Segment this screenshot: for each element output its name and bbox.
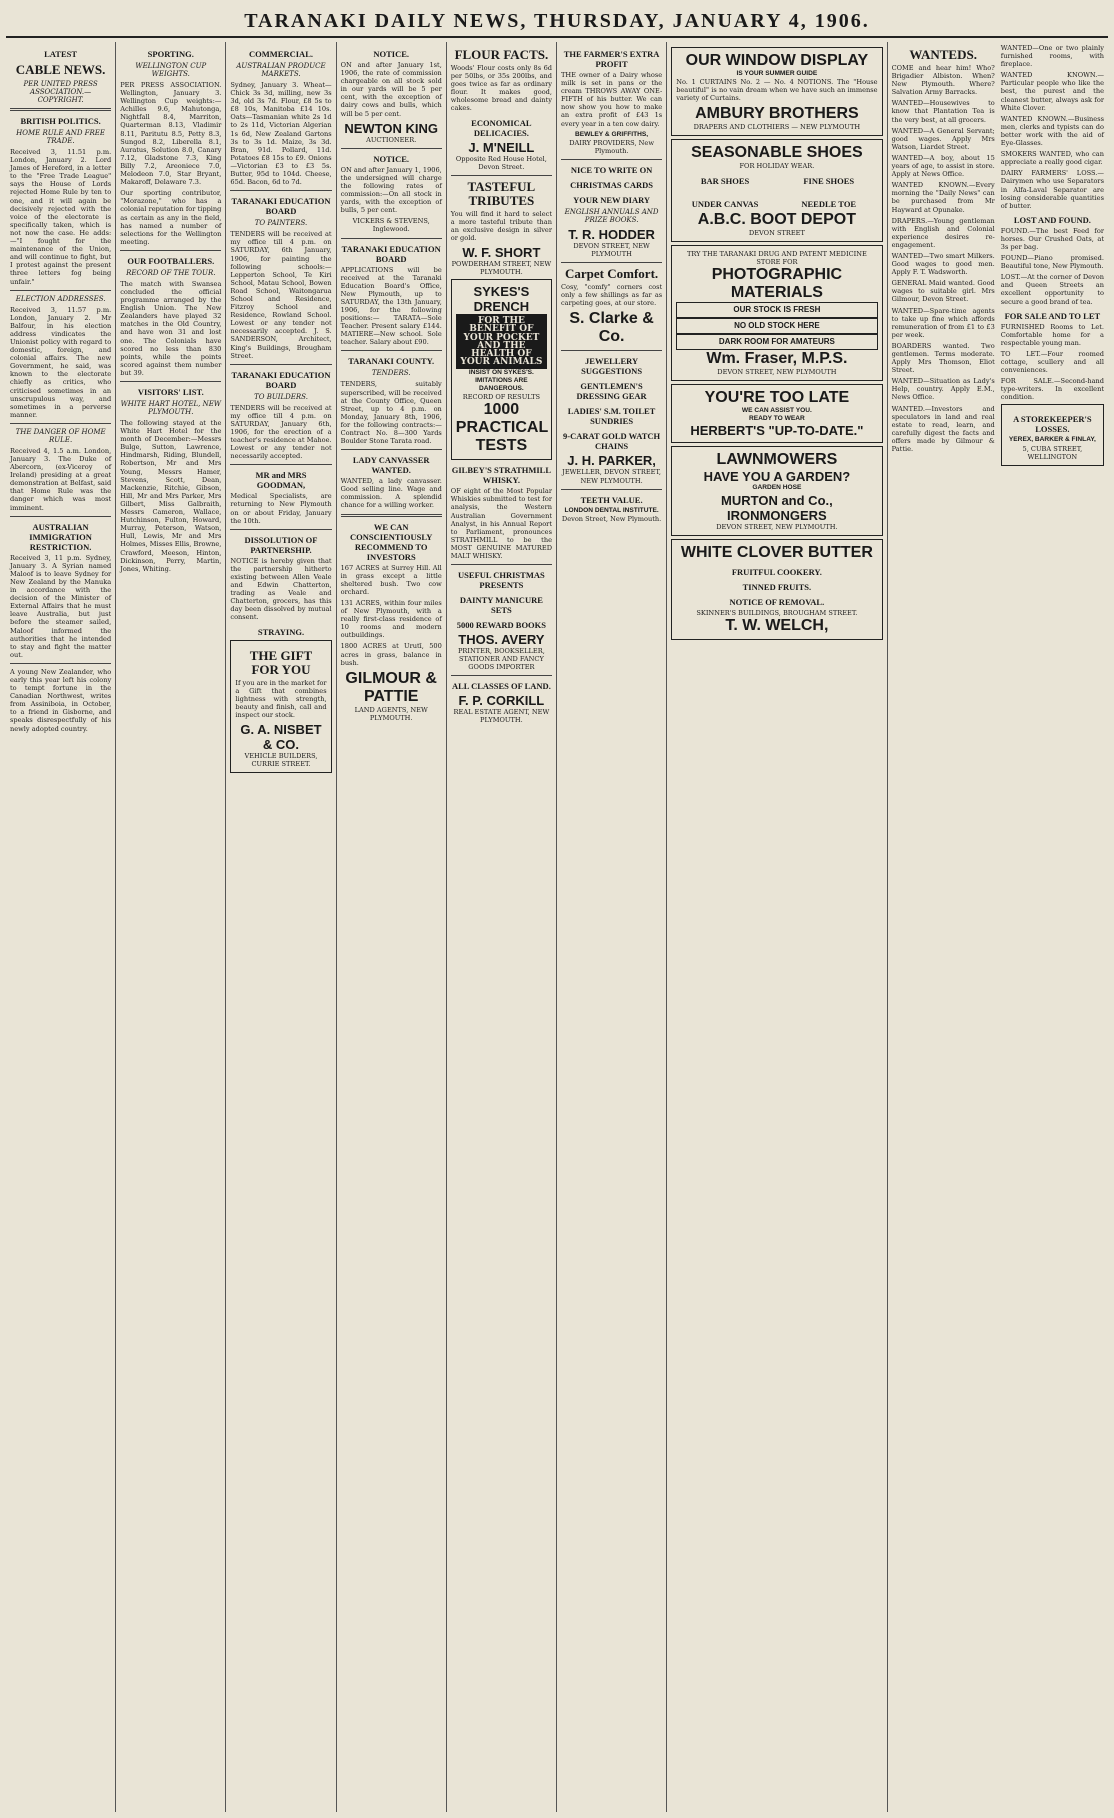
notice-goodman: MR and MRS GOODMAN, [255, 470, 307, 491]
ad-herbert: HERBERT'S "UP-TO-DATE." [690, 423, 864, 439]
ad-photo [671, 245, 882, 382]
land-listing: 167 ACRES at Surrey Hill. All in grass except a little sheltered bush. Two cow orchard. [340, 563, 442, 596]
section-british-politics: BRITISH POLITICS. [20, 116, 101, 126]
divider [10, 516, 111, 517]
classified-ad: FOUND.—The best Feed for horses. Our Crushed Oats, at 3s per bag. [1000, 226, 1104, 251]
ad-butter-heading: WHITE CLOVER BUTTER [680, 543, 873, 561]
section-education-applications: TARANAKI EDUCATION BOARD [341, 243, 441, 264]
columns [6, 42, 1108, 1812]
divider [230, 364, 331, 365]
subhead-builders: TO BUILDERS. [254, 392, 308, 401]
divider [561, 489, 662, 490]
ad-sykes [451, 279, 552, 460]
notice-text: TENDERS will be received at my office till 4 p.m. on SATURDAY, 6th January, 1906, for painting the following schools:— Lepperton School, Te Kiri School, Matau School, Bowen Road School, Waitongarua School and Residence, Fitzroy School and Residence, Rowland School. Lowest or any tender not necessarily accepted. J. S. SANDERSON, Architect, King's Buildings, Brougham Street. [230, 230, 332, 360]
subhead-cup-weights: WELLINGTON CUP WEIGHTS. [135, 62, 207, 78]
ad-too-late-ready: READY TO WEAR [748, 415, 805, 423]
ad-cookery: FRUITFUL COOKERY. [731, 566, 822, 577]
notice-text: NOTICE is hereby given that the partnership hitherto existing between Allen Veale and Edwin Chatterton, trading as Veale and Chatterton, grocers, has this day been dissolved by mutual consent. [230, 556, 332, 622]
section-wanteds: WANTEDS. [909, 47, 977, 62]
ad-window-sub: IS YOUR SUMMER GUIDE [736, 70, 818, 77]
ad-mneill: J. M'NEILL [468, 139, 535, 155]
ad-photo-try: TRY THE TARANAKI DRUG AND PATENT MEDICINE STORE FOR [686, 249, 867, 266]
classified-ad: COME and hear him! Who? Brigadier Albiston. When? New Plymouth. Where? Salvation Army Barracks. [891, 64, 995, 97]
ad-window-text: No. 1 CURTAINS No. 2 — No. 4 NOTIONS. The "House beautiful" is no vain dream when we have such an immense variety of Curtains. [676, 78, 878, 103]
ad-dental-sub: Devon Street, New Plymouth. [561, 514, 662, 523]
divider [451, 675, 552, 676]
notice-text: ON and after January 1st, 1906, the rate of commission chargeable on all stock sold in our yards will be 5 per cent, with the exception of dairy cows and bulls, which will be 5 per cent. [340, 61, 442, 118]
classified-ad: WANTED—Two smart Milkers. Good wages to good men. Apply F. T. Wadsworth. [891, 251, 995, 277]
notice-text: WANTED, a lady canvasser. Good selling line. Wage and commission. A splendid chance for a willing worker. [340, 477, 442, 510]
masthead: TARANAKI DAILY NEWS, THURSDAY, JANUARY 4, 1906. [6, 4, 1108, 38]
classified-ad: WANTED—Situation as Lady's Help, country. Apply E.M., News Office. [891, 377, 995, 402]
ad-flour-heading: FLOUR FACTS. [454, 47, 549, 62]
column-commercial [226, 42, 336, 1812]
land-listing: 131 ACRES, within four miles of New Plymouth, with a really first-class residence of 10 rooms and modern outbuildings. [340, 598, 442, 640]
article-text: Received 4, 1.5 a.m. London, January 3. The Duke of Abercorn, (ex-Viceroy of Ireland) presiding at a great demonstration at Belfast, said that Home Rule was the danger which was most imminent. [10, 446, 112, 512]
ad-removal: NOTICE OF REMOVAL. [729, 596, 825, 607]
section-county: TARANAKI COUNTY. [348, 356, 435, 367]
article-text: Received 3, 11 p.m. Sydney, January 3. A Syrian named Maloof is to leave Sydney for New Zealand by the Manuka in accordance with the decision of the Minister of External Affairs that he must leave Australia, but just before the steamer sailed, Maloof informed the authorities that he intended to stay and fight the matter out. [10, 553, 112, 659]
wanteds-right [1001, 44, 1104, 469]
ad-murton-sub: DEVON STREET, NEW PLYMOUTH. [716, 522, 838, 531]
section-lost-found: LOST AND FOUND. [1013, 214, 1091, 225]
ad-parker: J. H. PARKER, [567, 453, 656, 469]
ad-bewley: BEWLEY & GRIFFITHS, [575, 130, 649, 138]
ad-corkill-sub: REAL ESTATE AGENT, NEW PLYMOUTH. [453, 708, 550, 725]
heading-investors: WE CAN CONSCIENTIOUSLY RECOMMEND TO INVESTORS [350, 521, 433, 562]
wanteds-grid [892, 44, 1104, 469]
ad-shoes-fine: FINE SHOES [803, 175, 855, 186]
divider [561, 262, 662, 263]
notice-signature: VICKERS & STEVENS, Inglewood. [352, 217, 430, 234]
classified-ad: GENERAL Maid wanted. Good wages to suitable girl. Mrs Gilmour, Devon Street. [891, 279, 995, 304]
ad-ambury: AMBURY BROTHERS [695, 105, 859, 123]
ad-mneill-sub: Opposite Red House Hotel, Devon Street. [455, 154, 547, 171]
heading-latest: LATEST [44, 49, 78, 59]
subhead-white-hart: WHITE HART HOTEL, NEW PLYMOUTH. [120, 400, 221, 416]
ad-reward-heading: 5000 REWARD BOOKS [456, 620, 547, 631]
classified-ad: WANTED.—Investors and speculators in land and real estate to read, learn, and carefully digest the facts and offers made by Gilmour & Pattie. [891, 404, 995, 454]
ad-annuals-heading: ENGLISH ANNUALS AND PRIZE BOOKS. [564, 207, 659, 224]
ad-sykes-record: RECORD OF RESULTS [462, 393, 541, 402]
article-text: Sydney, January 3. Wheat—Chick 3s 3d, milling, new 3s 3d, old 3s 7d. Flour, £8 5s to £8 10s, Manitoba £14 10s. Oats—Tasmanian white 2s 1d to 2s 11d, Victorian Algerian 1s 6d, New Zealand Gartons 3s to 3s 1d. Maize, 3s 3d. Bran, 91d. Pollard, 11d. Potatoes £8 15s to £9. Onions—Victorian £3 to £3 5s. Butter, 95d to 104d. Cheese, 65d. Bacon, 6d to 7d. [230, 81, 332, 187]
section-visitors: VISITORS' LIST. [137, 387, 204, 397]
classified-ad: WANTED KNOWN.—Business men, clerks and typists can do better work with the aid of Eye-Glasses. [1000, 114, 1104, 148]
ad-delicacies-heading: ECONOMICAL DELICACIES. [471, 117, 532, 138]
ad-carpet-text: Cosy, "comfy" corners cost only a few shillings as far as carpeting goes, at our store. [560, 283, 663, 308]
ad-diary-heading: YOUR NEW DIARY [573, 194, 651, 205]
ad-sykes-insist: INSIST ON SYKES'S. [468, 368, 534, 376]
ad-corkill: F. P. CORKILL [458, 693, 545, 709]
divider [120, 250, 221, 251]
ad-short-sub: POWDERHAM STREET, NEW PLYMOUTH. [451, 260, 552, 277]
article-text: Received 3, 11.57 p.m. London, January 2. Mr Balfour, in his election address vindicates the Unionist policy with regard to domestic, foreign, and colonial affairs. The new Government, he said, was known to the electorate chiefly as critics, who criticised sometimes in an unscrupulous way, and sometimes in a perverse manner. [10, 305, 112, 419]
section-immigration: AUSTRALIAN IMMIGRATION RESTRICTION. [29, 521, 92, 552]
divider [230, 529, 331, 530]
column-ads-a [447, 42, 557, 1812]
ad-window-display [671, 47, 882, 136]
ad-gift-heading: THE GIFT FOR YOU [249, 647, 313, 677]
ad-tinned: TINNED FRUITS. [742, 581, 812, 592]
classified-ad: BOARDERS wanted. Two gentlemen. Terms moderate. Apply Mrs Thomson, Eliot Street. [891, 341, 995, 375]
classified-ad: WANTED—Housewives to know that Plantation Tea is the very best, at all grocers. [891, 99, 995, 124]
ad-sykes-banner: FOR THE BENEFIT OF YOUR POCKET AND THE HEALTH OF YOUR ANIMALS [456, 314, 547, 369]
classified-ad: WANTED—A boy, about 15 years of age, to assist in store. Apply at News Office. [891, 153, 995, 179]
ad-shoes-sub: FOR HOLIDAY WEAR. [739, 162, 815, 171]
divider [341, 238, 442, 239]
copyright-note: PER UNITED PRESS ASSOCIATION.—COPYRIGHT. [23, 80, 98, 104]
land-listing: 1800 ACRES at Urutī, 500 acres in grass, balance in bush. [340, 642, 442, 667]
ad-shoes [671, 139, 882, 241]
ad-garden-hose: GARDEN HOSE [752, 484, 802, 492]
ad-storekeeper-heading: A STOREKEEPER'S LOSSES. [1013, 414, 1092, 435]
ad-avery-sub: PRINTER, BOOKSELLER, STATIONER AND FANCY GOODS IMPORTER [457, 647, 545, 672]
article-text: The match with Swansea concluded the official programme arranged by the English Union. The New Zealanders have played 32 matches in the Old Country, and have won 31 and lost one. The Colonials have scored no less than 830 points, while the points scored against them number but 39. [120, 279, 222, 377]
ad-shoes-canvas: UNDER CANVAS [691, 198, 759, 209]
ad-sykes-tests: 1000 PRACTICAL TESTS [455, 401, 549, 455]
subhead-danger: THE DANGER OF HOME RULE. [15, 427, 106, 444]
ad-too-late-heading: YOU'RE TOO LATE [704, 389, 850, 407]
notice-text: ON and after January 1, 1906, the undersigned will charge the following rates of commission:—On all stock in yards, with the exception of bulls, 5 per cent. [340, 165, 442, 215]
notice-text: Medical Specialists, are returning to New Plymouth on or about Friday, January the 10th. [230, 492, 332, 525]
ad-photo-fresh: OUR STOCK IS FRESH [676, 302, 877, 318]
ad-too-late [671, 384, 882, 443]
article-text: PER PRESS ASSOCIATION. Wellington, January 3. Wellington Cup weights:—Achilles 9.6, Mahutonga, Nightfall 8.4, Marriton, Quarterman 8.13, Vladimir 8.11, Paritutu 8.5, Petty 8.3, Sungod 8.2, Liberella 8.1, Auratus, Solution 8.0, Canary 7.12, Gladstone 7.3, King Billy 7.2, Areoniece 7.0, Melodeon 7.0, Star Bryant, Makaroff, Delaware 7.3. [120, 81, 222, 187]
ad-dental: LONDON DENTAL INSTITUTE. [564, 506, 659, 514]
ad-shoes-bar: BAR SHOES [700, 175, 750, 186]
column-sporting [116, 42, 226, 1812]
divider [341, 148, 442, 149]
ad-too-late-assist: WE CAN ASSIST YOU. [741, 407, 812, 415]
ad-newton-king-sub: AUCTIONEER. [366, 135, 417, 144]
ad-lawnmowers-heading: LAWNMOWERS [716, 451, 838, 469]
wanteds-left [892, 44, 995, 469]
ad-gilbey-heading: GILBEY'S STRATHMILL WHISKY. [451, 465, 552, 486]
notice-text: TENDERS will be received at my office till 4 p.m. on SATURDAY, January 6th, 1906, for the erection of a teacher's residence at Mahoe. Lowest or any tender not necessarily accepted. [230, 403, 332, 461]
heading-cable-news: CABLE NEWS. [15, 62, 106, 77]
ad-lawnmowers [671, 446, 882, 535]
ad-land-heading: ALL CLASSES OF LAND. [451, 681, 551, 692]
notice-canvasser: LADY CANVASSER WANTED. [352, 455, 430, 476]
subhead-record: RECORD OF THE TOUR. [126, 268, 216, 277]
ad-gift-text: If you are in the market for a Gift that combines lightness with strength, beauty and finish, call and inspect our stock. [235, 678, 327, 719]
classified-ad: FURNISHED Rooms to Let. Comfortable home for a respectable young man. [1000, 322, 1104, 347]
ad-welch: T. W. WELCH, [725, 616, 829, 634]
divider [451, 564, 552, 565]
ad-shoes-needle: NEEDLE TOE [801, 198, 857, 209]
subhead-home-rule: HOME RULE AND FREE TRADE. [16, 129, 106, 145]
section-education-builders: TARANAKI EDUCATION BOARD [231, 369, 331, 390]
ad-farmer-heading: THE FARMER'S EXTRA PROFIT [563, 49, 660, 69]
classified-ad: FOUND—Piano promised. Beautiful tone, New Plymouth. [1000, 254, 1104, 271]
ad-chains-heading: 9-CARAT GOLD WATCH CHAINS [563, 431, 661, 452]
classified-ad: DRAPERS.—Young gentleman with English and Colonial experience desires re-engagement. [891, 216, 995, 249]
classified-ad: DAIRY FARMERS' LOSS.—Dairymen who use Separators in Alfa-Laval Separator are losing considerable quantities of butter. [1000, 169, 1104, 210]
ad-sykes-brand: SYKES'S DRENCH [473, 284, 530, 315]
divider [230, 464, 331, 465]
ad-photo-no-old: NO OLD STOCK HERE [676, 318, 877, 334]
ad-gilmour-pattie-sub: LAND AGENTS, NEW PLYMOUTH. [354, 705, 428, 722]
notice-straying: STRAYING. [257, 626, 305, 637]
ad-abc-sub: DEVON STREET [748, 228, 805, 237]
divider [230, 190, 331, 191]
ad-presents-heading: USEFUL CHRISTMAS PRESENTS [458, 570, 545, 591]
ad-jewellery-heading: JEWELLERY SUGGESTIONS [581, 356, 643, 377]
ad-nisbet-sub: VEHICLE BUILDERS, CURRIE STREET. [244, 751, 318, 769]
divider [120, 381, 221, 382]
ad-yerex-sub: 5, CUBA STREET, WELLINGTON [1022, 444, 1083, 461]
subhead-election: ELECTION ADDRESSES. [15, 294, 106, 303]
ad-abc-boot: A.B.C. BOOT DEPOT [697, 210, 856, 228]
ad-window-heading: OUR WINDOW DISPLAY [685, 52, 869, 69]
ad-butter [671, 539, 882, 640]
ad-tributes-text: You will find it hard to select a more tasteful tribute than an exclusive design in silver or gold. [450, 209, 552, 243]
notice-text: APPLICATIONS will be received at the Taranaki Education Board's Office, New Plymouth, up to SATURDAY, the 13th January, 1906, for the following positions:— TARATA—Sole Teacher. Present salary £144. MATIERE—New school. Sole teacher. Salary about £90. [340, 265, 442, 347]
ad-photo-darkroom: DARK ROOM FOR AMATEURS [676, 334, 877, 350]
ad-photo-heading: PHOTOGRAPHIC MATERIALS [711, 265, 843, 301]
ad-garden-question: HAVE YOU A GARDEN? [703, 469, 851, 485]
ad-storekeeper [1001, 404, 1104, 465]
classified-ad: TO LET.—Four roomed cottage, scullery and all conveniences. [1000, 349, 1104, 375]
ad-avery: THOS. AVERY [458, 632, 545, 648]
ad-ambury-sub: DRAPERS AND CLOTHIERS — NEW PLYMOUTH [693, 123, 861, 132]
ad-bewley-sub: DAIRY PROVIDERS, New Plymouth. [569, 138, 654, 155]
ad-fraser: Wm. Fraser, M.P.S. [706, 350, 848, 368]
ad-farmer-text: THE owner of a Dairy whose milk is set in pans or the cream THROWS AWAY ONE-FIFTH of his butter. We can now show you how to make an extra profit of £43 1s every year in a ten cow dairy. [560, 71, 663, 128]
section-commercial: COMMERCIAL. [249, 49, 313, 59]
ad-sykes-imitations: IMITATIONS ARE DANGEROUS. [475, 376, 528, 393]
classified-ad: WANTED—One or two plainly furnished rooms, with fireplace. [1000, 44, 1104, 69]
subhead-tenders: TENDERS. [371, 369, 411, 378]
subhead-painters: TO PAINTERS. [254, 219, 308, 228]
ad-shoes-grid [676, 171, 877, 211]
ad-parker-sub: JEWELLER, DEVON STREET, NEW PLYMOUTH. [562, 468, 661, 485]
article-text: A young New Zealander, who early this year left his colony to tempt fortune in the Canadian Northwest, writes from Assiniboia, in October, to a friend in Gisborne, and speaks disrespectfully of his newly adopted country. [10, 667, 112, 733]
divider [451, 175, 552, 176]
classified-ad: FOR SALE.—Second-hand type-writers. In excellent condition. [1000, 377, 1104, 402]
divider [341, 514, 442, 517]
section-for-sale: FOR SALE AND TO LET [1004, 310, 1101, 321]
ad-murton: MURTON and Co., IRONMONGERS [721, 492, 833, 523]
divider [561, 159, 662, 160]
ad-gilbey-text: OF eight of the Most Popular Whiskies submitted to test for analysis, the Western Australian Government Analyst, in his Annual Report to Parliament, pronounces STRATHMILL to be the MOST GENUINE MATURED MALT WHISKY. [450, 487, 552, 560]
article-text: Received 3, 11.51 p.m. London, January 2. Lord James of Hereford, in a letter to the "Free Trade League" says the House of Lords rejected Home Rule by ten to one, and it will again be decisively rejected with the voice of the electorate is specifically taken, which is not now the case. He adds:—"I fought for the maintenance of the Union, and will continue to fight, but I protest against the present three letters fog being unfair." [10, 148, 112, 286]
section-footballers: OUR FOOTBALLERS. [127, 255, 215, 266]
divider [341, 350, 442, 351]
divider [10, 108, 111, 111]
ad-yerex: YEREX, BARKER & FINLAY, [1008, 436, 1096, 444]
subhead-produce: AUSTRALIAN PRODUCE MARKETS. [236, 62, 326, 78]
ad-cards-heading: CHRISTMAS CARDS [570, 179, 654, 190]
ad-hodder-sub: DEVON STREET, NEW PLYMOUTH [573, 241, 650, 259]
ad-manicure-heading: DAINTY MANICURE SETS [459, 595, 543, 616]
ad-teeth-heading: TEETH VALUE. [580, 494, 643, 505]
classified-ad: WANTED KNOWN.—Particular people who like the best, the purest and the cleanest butter, always ask for White Clover. [1000, 71, 1104, 112]
divider [341, 449, 442, 450]
ad-shoes-heading: SEASONABLE SHOES [691, 144, 863, 162]
article-text: Our sporting contributor, "Morazone," who has a colonial reputation for tipping as certain as any in the field, has named a number of selections for the Wellington meeting. [120, 189, 222, 246]
ad-gilmour-pattie: GILMOUR & PATTIE [345, 669, 437, 705]
notice-heading: NOTICE. [373, 153, 410, 164]
ad-flour-text: Woods' Flour costs only 8s 6d per 50lbs, or 35s 200lbs, and goes twice as far as ordinary flour. It makes good, wholesome bread and dainty cakes. [450, 64, 552, 113]
ad-welch-sub: SKINNER'S BUILDINGS, BROUGHAM STREET. [696, 608, 858, 617]
notice-heading: NOTICE. [373, 49, 410, 59]
section-education-painters: TARANAKI EDUCATION BOARD [231, 196, 331, 217]
ad-clarke: S. Clarke & Co. [569, 310, 654, 346]
divider [10, 423, 111, 424]
notice-text: TENDERS, suitably superscribed, will be received at the County Office, Queen Street, up to 4 p.m. on Monday, January 8th, 1906, for the following contracts:— Contract No. 8—300 Yards Boulder Stone Tarata road. [340, 380, 442, 446]
ad-write-heading: NICE TO WRITE ON [570, 164, 653, 175]
column-notices [337, 42, 447, 1812]
classified-ad: WANTED—Spare-time agents to take up fine which affords remuneration of from £1 to £3 per week. [891, 306, 995, 339]
column-wanteds [888, 42, 1108, 1812]
ad-toilet-heading: LADIES' S.M. TOILET SUNDRIES [567, 406, 656, 427]
classified-ad: WANTED—A General Servant; good wages. Apply Mrs Watson, Liardet Street. [891, 126, 995, 151]
ad-nisbet: G. A. NISBET & CO. [240, 721, 322, 752]
ad-dressing-heading: GENTLEMEN'S DRESSING GEAR [576, 381, 647, 402]
notice-dissolution: DISSOLUTION OF PARTNERSHIP. [244, 534, 318, 555]
divider [10, 663, 111, 664]
divider [561, 350, 662, 351]
column-cable-news [6, 42, 116, 1812]
classified-ad: WANTED KNOWN.—Every morning the "Daily News" can be purchased from Mr Hayward at Opunake. [891, 181, 995, 214]
column-ads-b [557, 42, 667, 1812]
classified-ad: SMOKERS WANTED, who can appreciate a really good cigar. [1000, 150, 1104, 167]
classified-ad: LOST.—At the corner of Devon and Queen Streets an excellent opportunity to secure a good brand of tea. [1000, 273, 1104, 306]
divider [10, 290, 111, 291]
column-display-ads [667, 42, 887, 1812]
ad-carpet-heading: Carpet Comfort. [565, 266, 659, 282]
ad-gift [230, 640, 331, 774]
ad-tributes-heading: TASTEFUL TRIBUTES [467, 178, 536, 208]
article-text: The following stayed at the White Hart Hotel for the month of December:—Messrs Bulge, Sutton, Lawrence, Hindmarsh, Riding, Blundell, Robertson, Mr and Mrs Young, Messrs Hamer, Stevens, Scott, Dean, Mackenzie, Ritchie, Gibson, Hill, Mr and Mrs Parker, Mrs Gilbert, Miss Galbraith, Messrs Cameron, Wallace, Hutchinson, Fulton, Howard, Murray, Peterson, Watson, Hull, Lewis, Mr and Mrs Holmes, Misses Ellis, Browne, Crawford, Meeson, Hinton, Dickinson, Perry, Martin, Jones, Whiting. [120, 419, 222, 573]
ad-newton-king: NEWTON KING [344, 120, 439, 136]
ad-fraser-sub: DEVON STREET, NEW PLYMOUTH [717, 368, 837, 377]
ad-hodder: T. R. HODDER [568, 226, 655, 242]
ad-short: W. F. SHORT [462, 245, 541, 261]
section-sporting: SPORTING. [147, 49, 194, 59]
